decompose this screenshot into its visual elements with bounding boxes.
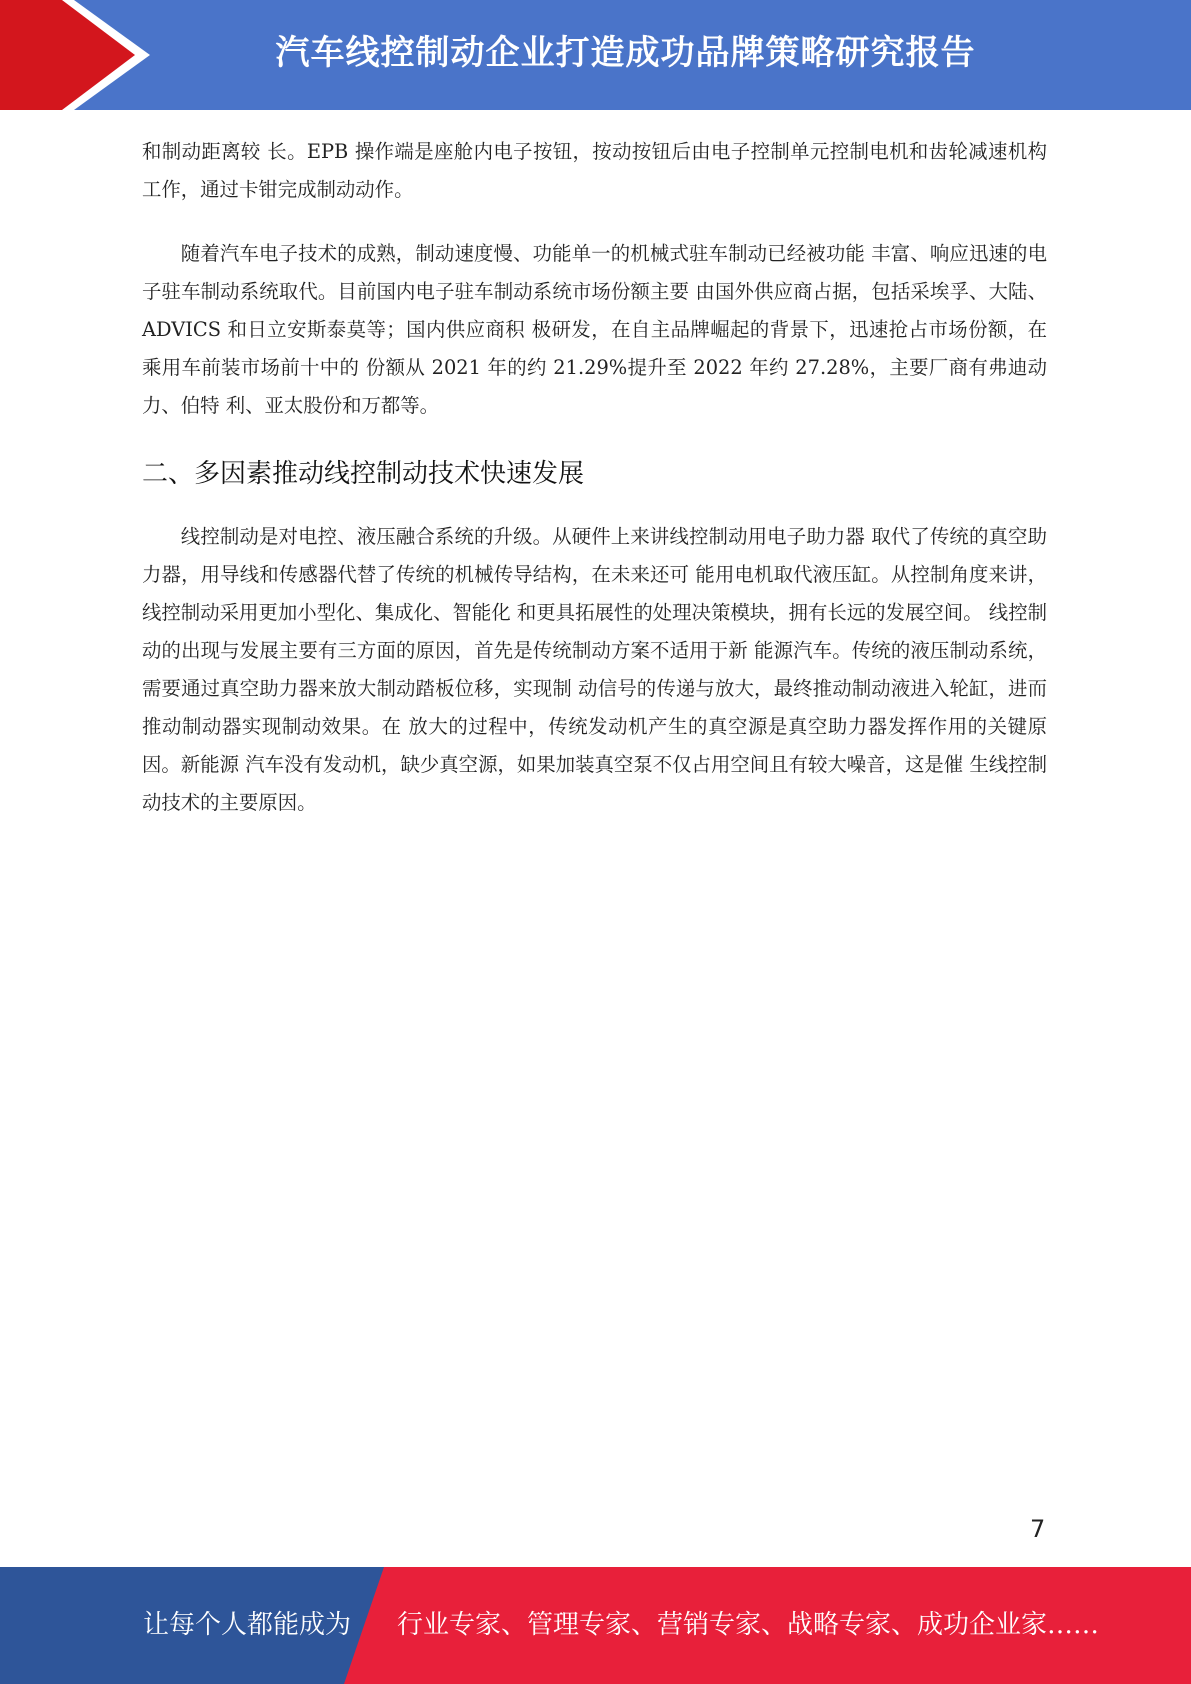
page-header [0,0,1191,110]
section-heading: 二、多因素推动线控制动技术快速发展 [142,459,585,489]
paragraph-electronic-parking-brake: 随着汽车电子技术的成熟，制动速度慢、功能单一的机械式驻车制动已经被功能 丰富、响应迅速的电子驻车制动系统取代。目前国内电子驻车制动系统市场份额主要 由国外供应商占据，包括采埃孚、大陆、ADVICS 和日立安斯泰莫等；国内供应商积 极研发，在自主品牌崛起的背景下，迅速抢占市场份额，在乘用车前装市场前十中的 份额从 2021 年的约 21.29%提升至 2022 年约 27.28%，主要厂商有弗迪动力、伯特 利、亚太股份和万都等。 [142,242,1047,417]
page-number: 7 [1030,1515,1046,1543]
paragraph-epb-continued: 和制动距离较 长。EPB 操作端是座舱内电子按钮，按动按钮后由电子控制单元控制电机和齿轮减速机构工作，通过卡钳完成制动动作。 [142,140,1047,201]
report-title: 汽车线控制动企业打造成功品牌策略研究报告 [275,33,976,73]
footer-slogan-left: 让每个人都能成为 [143,1610,352,1640]
paragraph-brake-by-wire: 线控制动是对电控、液压融合系统的升级。从硬件上来讲线控制动用电子助力器 取代了传统的真空助力器，用导线和传感器代替了传统的机械传导结构，在未来还可 能用电机取代液压缸。从控制角度来讲，线控制动采用更加小型化、集成化、智能化 和更具拓展性的处理决策模块，拥有长远的发展空间。 线控制动的出现与发展主要有三方面的原因，首先是传统制动方案不适用于新 能源汽车。传统的液压制动系统，需要通过真空助力器来放大制动踏板位移，实现制 动信号的传递与放大，最终推动制动液进入轮缸，进而推动制动器实现制动效果。在 放大的过程中，传统发动机产生的真空源是真空助力器发挥作用的关键原因。新能源 汽车没有发动机，缺少真空源，如果加装真空泵不仅占用空间且有较大噪音，这是催 生线控制动技术的主要原因。 [142,525,1047,814]
page-footer [0,1567,1191,1684]
footer-slogan-right: 行业专家、管理专家、营销专家、战略专家、成功企业家…… [397,1610,1100,1640]
page-body [142,133,1047,822]
